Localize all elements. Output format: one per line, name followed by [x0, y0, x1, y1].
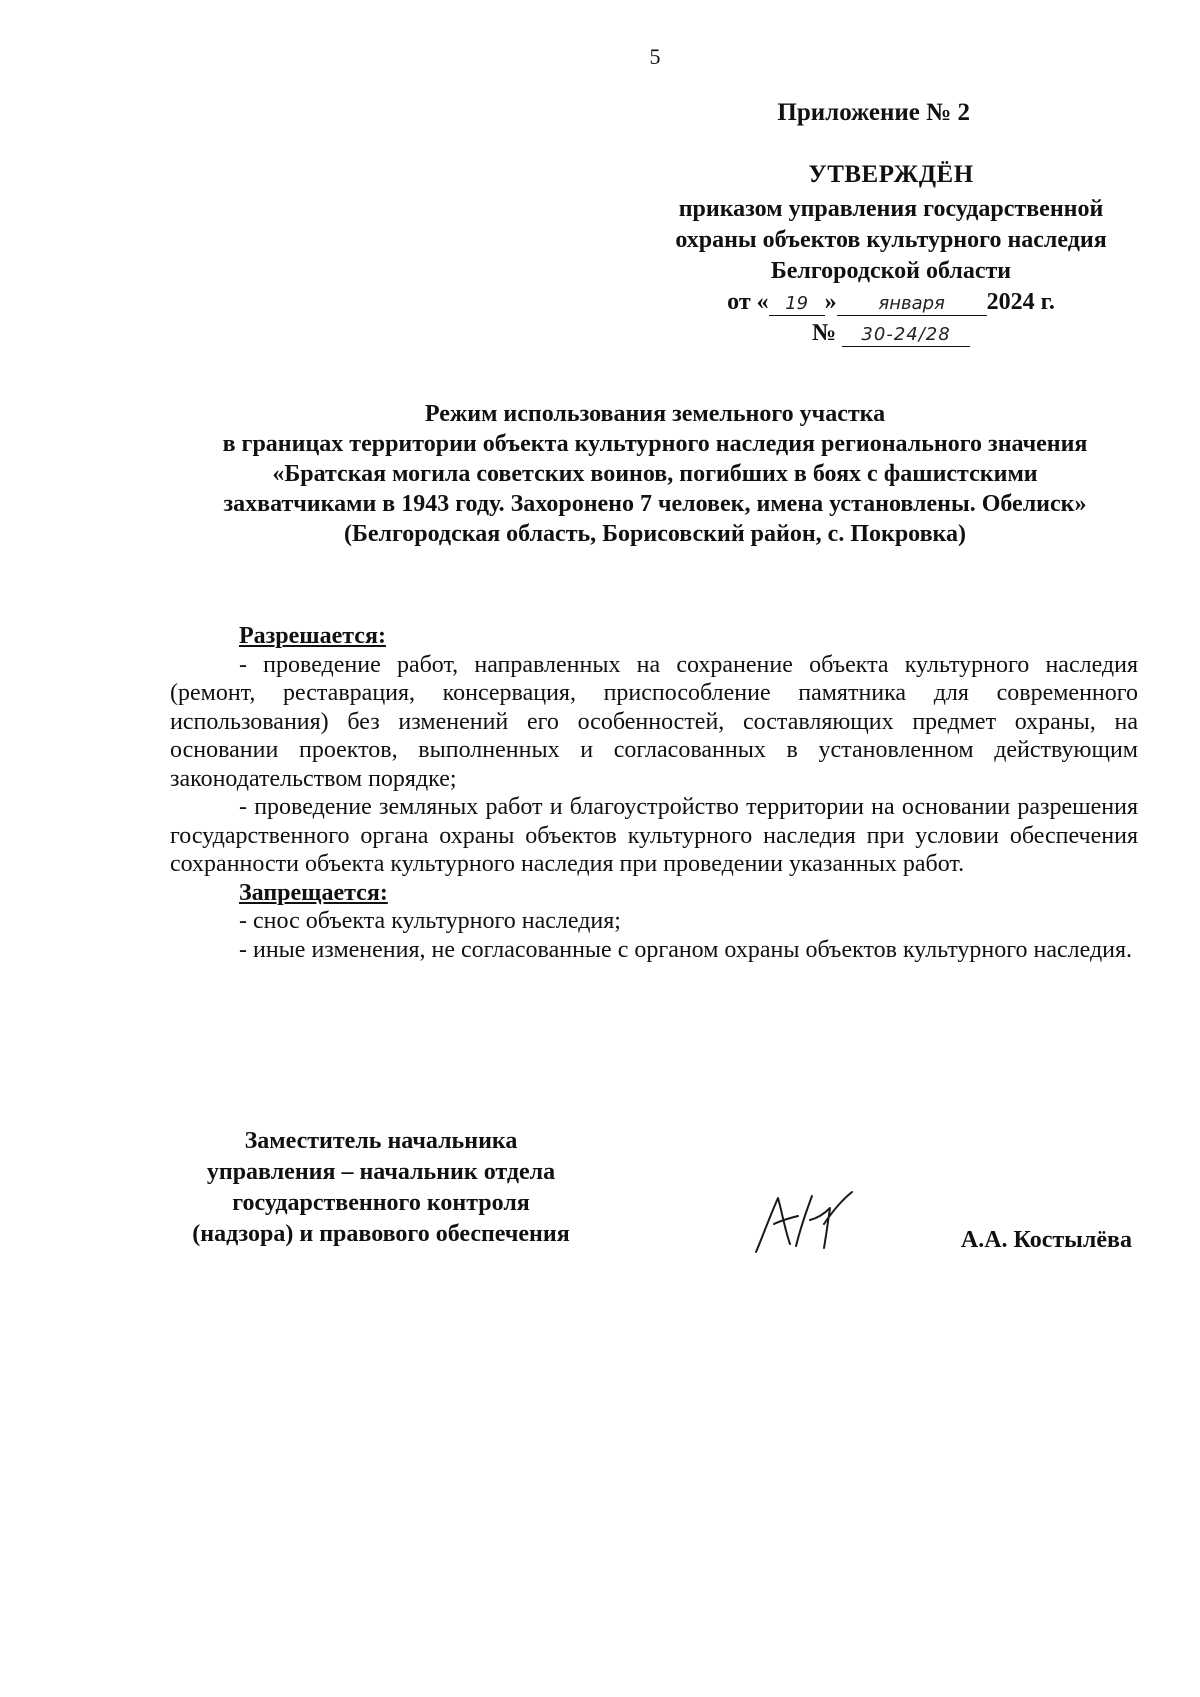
- title-line-1: Режим использования земельного участка: [424, 401, 886, 427]
- signatory-line-2: управления – начальник отдела: [206, 1159, 556, 1185]
- signer-name: А.А. Костылёва: [960, 1227, 1132, 1253]
- document-title: [150, 399, 1160, 549]
- signatory-line-1: Заместитель начальника: [244, 1128, 518, 1154]
- order-number-handwritten: 30-24/28: [842, 324, 970, 347]
- signatory-title: [170, 1126, 592, 1250]
- title-line-4: захватчиками в 1943 году. Захоронено 7 человек, имена установлены. Обелиск»: [223, 491, 1087, 517]
- approval-line-1: приказом управления государственной: [678, 196, 1104, 222]
- signatory-line-4: (надзора) и правового обеспечения: [192, 1221, 570, 1247]
- date-prefix: от «: [727, 289, 769, 315]
- approved-title: УТВЕРЖДЁН: [808, 161, 974, 188]
- date-mid: »: [824, 289, 837, 315]
- permitted-item: - проведение работ, направленных на сохранение объекта культурного наследия (ремонт, реставрация, консервация, приспособление памятника для современного использования) без изменений его особенностей, составляющих предмет охраны, на основании проектов, выполненных и согласованных в установленном действующим законодательством порядке;: [170, 651, 1138, 792]
- approval-block: [600, 159, 1182, 349]
- handwritten-signature: [752, 1190, 856, 1256]
- approval-line-2: охраны объектов культурного наследия: [675, 227, 1107, 253]
- date-month-handwritten: января: [837, 293, 987, 316]
- prohibited-item: - снос объекта культурного наследия;: [239, 908, 621, 934]
- page-number: 5: [649, 44, 661, 69]
- prohibited-item: - иные изменения, не согласованные с органом охраны объектов культурного наследия.: [239, 936, 1133, 963]
- permitted-heading: Разрешается:: [239, 623, 386, 649]
- date-year: 2024 г.: [986, 289, 1055, 315]
- permitted-item: - проведение земляных работ и благоустройство территории на основании разрешения государственного органа охраны объектов культурного наследия при условии обеспечения сохранности объекта культурного наследия при проведении указанных работ.: [170, 794, 1138, 877]
- title-line-3: «Братская могила советских воинов, погибших в боях с фашистскими: [272, 461, 1038, 487]
- signatory-line-3: государственного контроля: [232, 1190, 530, 1216]
- appendix-label: Приложение № 2: [777, 99, 970, 126]
- title-line-5: (Белгородская область, Борисовский район, с. Покровка): [344, 521, 966, 547]
- regulation-body: [170, 622, 1138, 964]
- number-prefix: №: [811, 320, 837, 346]
- title-line-2: в границах территории объекта культурного наследия регионального значения: [222, 431, 1088, 457]
- date-day-handwritten: 19: [769, 293, 825, 316]
- approval-date: [600, 287, 1182, 318]
- prohibited-heading: Запрещается:: [239, 879, 388, 906]
- approval-line-3: Белгородской области: [770, 258, 1012, 284]
- approval-number: [600, 318, 1182, 349]
